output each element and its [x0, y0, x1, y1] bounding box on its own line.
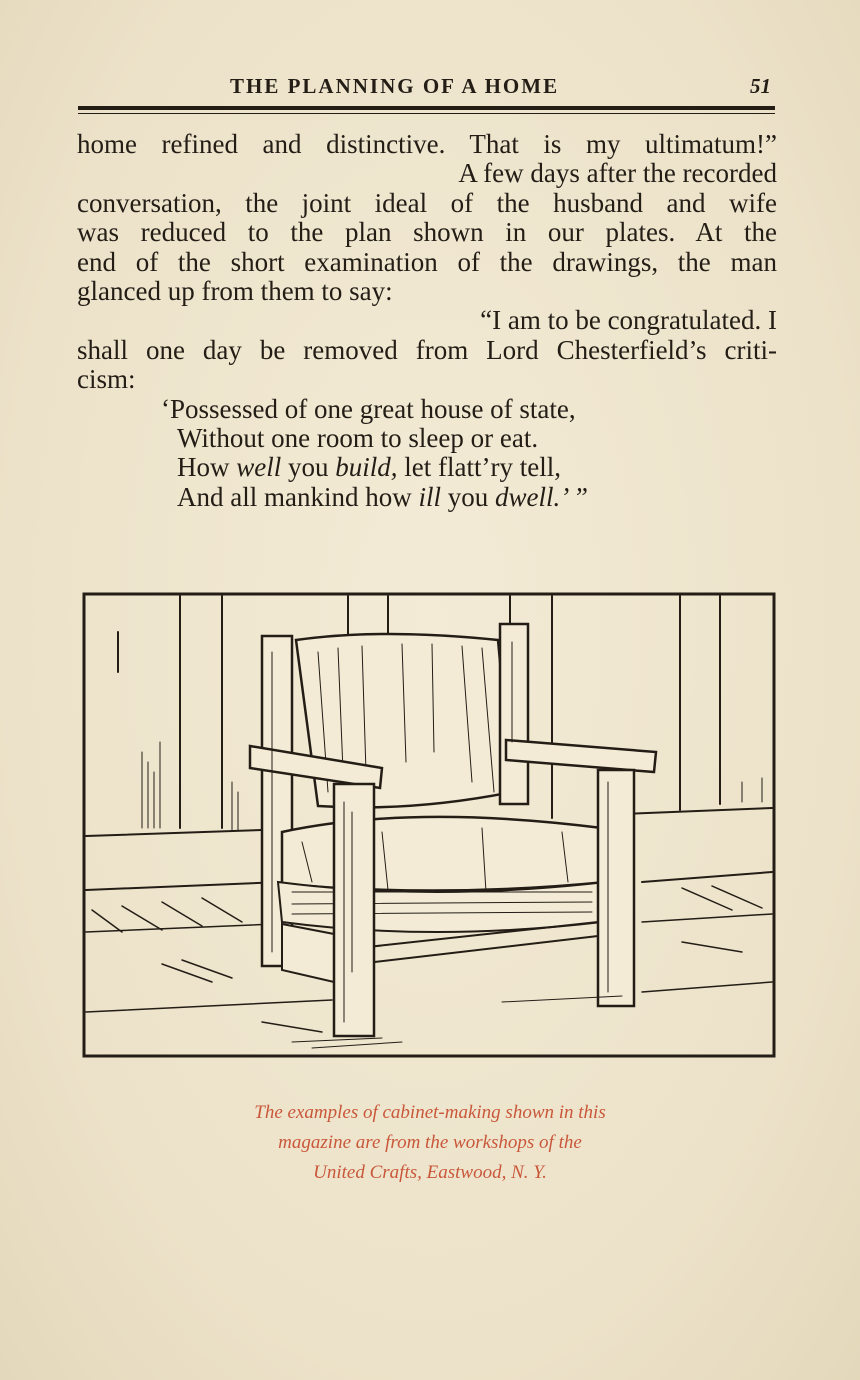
verse-emphasis: ill: [418, 481, 441, 512]
running-header: [78, 74, 775, 102]
verse-emphasis: well: [236, 452, 282, 483]
page-number: 51: [750, 74, 771, 98]
verse-emphasis: build,: [335, 452, 398, 483]
quoted-verse: [77, 395, 777, 513]
body-text: [77, 130, 777, 512]
body-line: end of the short examination of the drawings, the man: [77, 246, 777, 277]
running-title: THE PLANNING OF A HOME: [230, 74, 560, 98]
body-line: home refined and distinctive. That is my ultimatum!”: [77, 129, 777, 159]
verse-line: [177, 483, 777, 512]
verse-emphasis: dwell.’ ”: [495, 481, 589, 512]
header-rule-thick: [78, 106, 775, 110]
caption-line: magazine are from the workshops of the: [278, 1132, 582, 1153]
verse-line: ‘Possessed of one great house of state,: [161, 393, 576, 424]
caption-line: The examples of cabinet-making shown in this: [254, 1102, 606, 1123]
illustration-caption: [150, 1098, 710, 1188]
armchair-illustration: [82, 592, 776, 1058]
body-line: was reduced to the plan shown in our plates. At the: [77, 217, 777, 248]
body-line: glanced up from them to say:: [77, 276, 393, 307]
verse-text: And all mankind how: [177, 481, 419, 512]
body-line: A few days after the recorded: [458, 158, 777, 189]
verse-text: How: [177, 452, 237, 483]
verse-text: let flatt’ry tell,: [397, 452, 561, 483]
body-line: cism:: [77, 364, 136, 395]
verse-line: Without one room to sleep or eat.: [177, 423, 539, 454]
verse-text: you: [441, 481, 495, 512]
verse-line: [177, 453, 777, 482]
body-line: shall one day be removed from Lord Chesterfield’s criti-: [77, 334, 777, 365]
header-rule-thin: [78, 113, 775, 114]
verse-text: you: [281, 452, 336, 483]
body-line: conversation, the joint ideal of the husband and wife: [77, 187, 777, 218]
caption-line: United Crafts, Eastwood, N. Y.: [313, 1162, 547, 1183]
body-line: “I am to be congratulated. I: [480, 305, 777, 336]
